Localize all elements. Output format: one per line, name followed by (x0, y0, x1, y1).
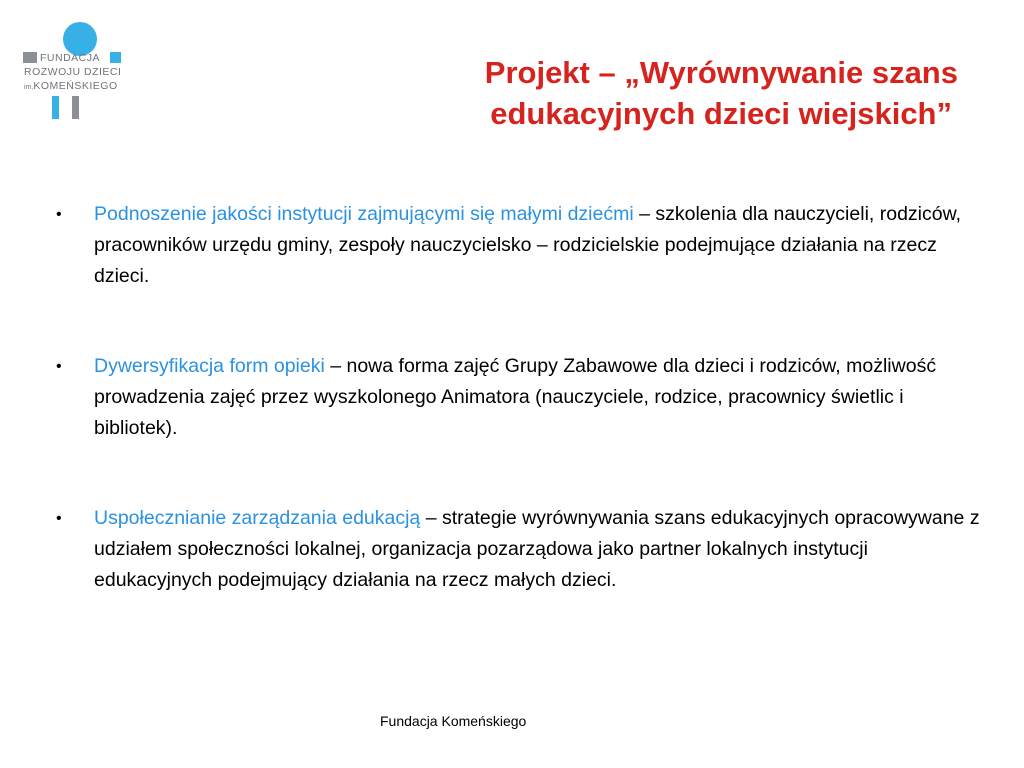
foundation-logo (18, 22, 122, 122)
logo-circle-icon (63, 22, 97, 56)
bullet-text: – nowa forma zajęć Grupy Zabawowe dla dzieci i rodziców, możliwość prowadzenia zajęć przez wyszkolonego Animatora (nauczyciele, rodzice, pracownicy świetlic i bibliotek). (94, 355, 937, 439)
slide-title-line2: edukacyjnych dzieci wiejskich” (490, 96, 952, 131)
logo-blue-bar-icon (52, 96, 59, 119)
bullet-item (56, 199, 986, 292)
bullet-text: – szkolenia dla nauczycieli, rodziców, pracowników urzędu gminy, zespoły nauczycielsko – rodzicielskie podejmujące działania na rzecz dzieci. (94, 203, 962, 287)
bullet-highlight: Uspołecznianie zarządzania edukacją (94, 507, 421, 529)
logo-text-prefix: im. (24, 84, 34, 91)
bullet-dot-icon: • (56, 358, 62, 375)
logo-grey-bar-icon (72, 96, 79, 119)
logo-text-line3 (24, 80, 118, 94)
bullet-item (56, 351, 986, 444)
bullet-highlight: Dywersyfikacja form opieki (94, 355, 325, 377)
bullet-dot-icon: • (56, 510, 62, 527)
logo-text-name: KOMEŃSKIEGO (33, 80, 118, 92)
logo-grey-square-icon (23, 52, 37, 63)
slide-title (258, 52, 958, 134)
logo-text-line1: FUNDACJA (40, 52, 101, 64)
bullet-dot-icon: • (56, 206, 62, 223)
bullet-list (56, 199, 986, 596)
bullet-item (56, 503, 986, 596)
bullet-highlight: Podnoszenie jakości instytucji zajmującymi się małymi dziećmi (94, 203, 634, 225)
logo-text-line2: ROZWOJU DZIECI (24, 66, 122, 78)
slide-title-line1: Projekt – „Wyrównywanie szans (484, 55, 958, 90)
footer-text: Fundacja Komeńskiego (380, 713, 527, 729)
bullet-text: – strategie wyrównywania szans edukacyjnych opracowywane z udziałem społeczności lokalnej, organizacja pozarządowa jako partner lokalnych instytucji edukacyjnych podejmujący działania na rzecz małych dzieci. (94, 507, 980, 591)
logo-blue-square-icon (110, 52, 121, 63)
